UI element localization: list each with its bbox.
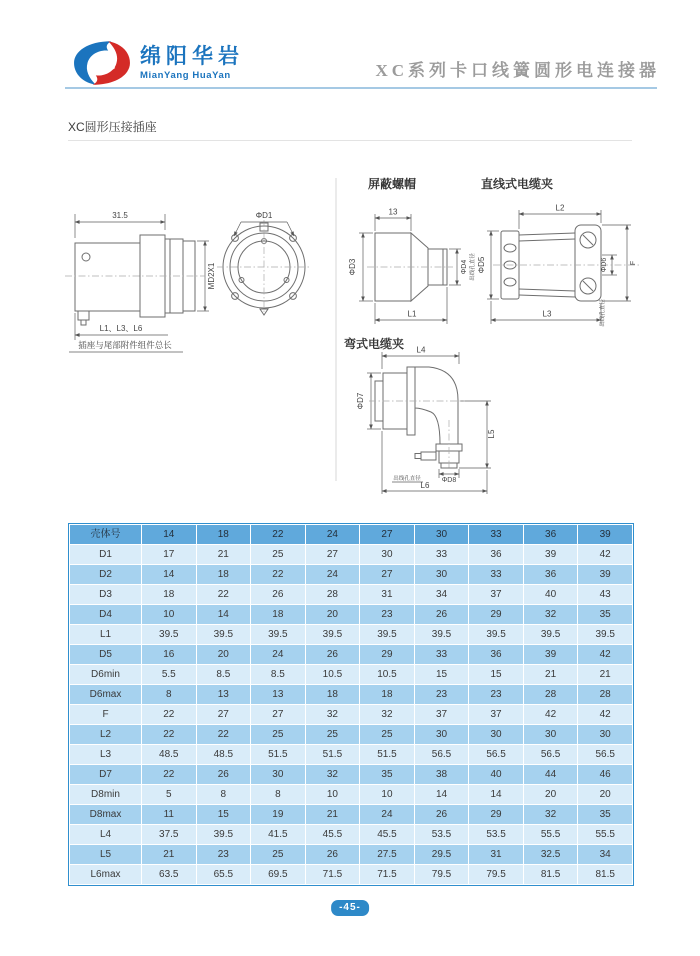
- header-divider: [65, 87, 657, 89]
- table-cell: 30: [578, 725, 633, 745]
- table-cell: 28: [578, 685, 633, 705]
- col-header: 33: [469, 525, 524, 545]
- table-cell: 10.5: [305, 665, 360, 685]
- table-cell: 38: [414, 765, 469, 785]
- table-cell: 20: [196, 645, 251, 665]
- bent-d8-dim: ΦD8: [441, 477, 457, 484]
- row-label: L2: [70, 725, 142, 745]
- nut-d3-dim: ΦD3: [348, 258, 357, 276]
- table-cell: 15: [196, 805, 251, 825]
- row-label: D6max: [70, 685, 142, 705]
- table-cell: 32: [523, 605, 578, 625]
- bent-clamp-title: 弯式电缆夹: [344, 337, 405, 351]
- table-cell: 48.5: [142, 745, 197, 765]
- table-cell: 35: [578, 605, 633, 625]
- table-cell: 42: [578, 705, 633, 725]
- table-cell: 31: [469, 845, 524, 865]
- bent-clamp-drawing: [356, 346, 496, 495]
- table-cell: 63.5: [142, 865, 197, 885]
- table-cell: 8: [196, 785, 251, 805]
- bent-outlet-note: 出线孔直径: [393, 476, 421, 482]
- table-cell: 25: [251, 725, 306, 745]
- table-cell: 24: [305, 565, 360, 585]
- table-cell: 20: [305, 605, 360, 625]
- table-cell: 8: [142, 685, 197, 705]
- table-cell: 21: [523, 665, 578, 685]
- table-cell: 39: [523, 645, 578, 665]
- table-cell: 39.5: [305, 625, 360, 645]
- table-row: [70, 685, 633, 705]
- table-cell: 28: [305, 585, 360, 605]
- table-cell: 34: [414, 585, 469, 605]
- table-cell: 26: [414, 805, 469, 825]
- table-cell: 33: [414, 645, 469, 665]
- row-label: L4: [70, 825, 142, 845]
- col-header: 22: [251, 525, 306, 545]
- table-row: [70, 865, 633, 885]
- table-cell: 39.5: [196, 825, 251, 845]
- table-cell: 15: [469, 665, 524, 685]
- table-cell: 27: [196, 705, 251, 725]
- logo-name-cn: 绵阳华岩: [140, 44, 244, 68]
- table-cell: 39.5: [578, 625, 633, 645]
- row-label: L1: [70, 625, 142, 645]
- table-cell: 10.5: [360, 665, 415, 685]
- row-label: D5: [70, 645, 142, 665]
- table-cell: 32: [360, 705, 415, 725]
- table-row: [70, 585, 633, 605]
- table-row: [70, 825, 633, 845]
- table-cell: 53.5: [469, 825, 524, 845]
- table-row: [70, 845, 633, 865]
- table-cell: 37: [469, 705, 524, 725]
- company-logo: [73, 40, 244, 86]
- table-cell: 10: [305, 785, 360, 805]
- table-cell: 22: [142, 765, 197, 785]
- table-cell: 14: [414, 785, 469, 805]
- col-header: 18: [196, 525, 251, 545]
- bent-d7-dim: ΦD7: [356, 392, 365, 410]
- section-title: XC圆形压接插座: [68, 120, 157, 134]
- table-cell: 51.5: [251, 745, 306, 765]
- table-cell: 26: [305, 645, 360, 665]
- table-cell: 36: [523, 565, 578, 585]
- plug-caption: 插座与尾部附件组件总长: [78, 340, 172, 350]
- shield-nut-drawing: [348, 208, 476, 325]
- header-row: [70, 525, 633, 545]
- row-label: D4: [70, 605, 142, 625]
- table-cell: 48.5: [196, 745, 251, 765]
- table-cell: 79.5: [414, 865, 469, 885]
- clamp-outlet-note: 出线孔直径: [600, 299, 606, 327]
- table-cell: 19: [251, 805, 306, 825]
- row-label: F: [70, 705, 142, 725]
- table-cell: 14: [142, 565, 197, 585]
- table-cell: 32.5: [523, 845, 578, 865]
- table-cell: 22: [196, 585, 251, 605]
- table-cell: 22: [142, 725, 197, 745]
- table-cell: 5.5: [142, 665, 197, 685]
- table-cell: 21: [196, 545, 251, 565]
- table-cell: 39.5: [142, 625, 197, 645]
- table-cell: 29: [469, 605, 524, 625]
- table-cell: 21: [305, 805, 360, 825]
- table-row: [70, 605, 633, 625]
- table-cell: 42: [578, 645, 633, 665]
- table-cell: 39.5: [251, 625, 306, 645]
- nut-outlet-note: 出线孔直径: [470, 253, 476, 281]
- col-header: 14: [142, 525, 197, 545]
- table-cell: 29: [469, 805, 524, 825]
- table-cell: 79.5: [469, 865, 524, 885]
- table-cell: 25: [305, 725, 360, 745]
- row-label: D3: [70, 585, 142, 605]
- table-row: [70, 745, 633, 765]
- table-cell: 40: [469, 765, 524, 785]
- shield-nut-title: 屏蔽螺帽: [368, 177, 417, 191]
- table-cell: 53.5: [414, 825, 469, 845]
- technical-drawings: [55, 168, 665, 498]
- table-cell: 18: [142, 585, 197, 605]
- col-header: 27: [360, 525, 415, 545]
- table-row: [70, 545, 633, 565]
- table-cell: 25: [360, 725, 415, 745]
- row-label: D6min: [70, 665, 142, 685]
- clamp-f-dim: F: [630, 260, 637, 266]
- table-row: [70, 705, 633, 725]
- row-label: D7: [70, 765, 142, 785]
- plug-front-view-drawing: [217, 211, 311, 315]
- clamp-l3-dim: L3: [542, 309, 552, 319]
- spec-table-body: [70, 545, 633, 885]
- logo-swirl-icon: [73, 40, 131, 86]
- table-cell: 15: [414, 665, 469, 685]
- table-cell: 37: [414, 705, 469, 725]
- col-header-shell-size: 壳体号: [70, 525, 142, 545]
- table-row: [70, 765, 633, 785]
- bent-l4-dim: L4: [416, 345, 426, 355]
- table-cell: 32: [523, 805, 578, 825]
- spec-table: [69, 524, 633, 885]
- table-cell: 21: [142, 845, 197, 865]
- table-cell: 55.5: [578, 825, 633, 845]
- table-cell: 30: [469, 725, 524, 745]
- table-cell: 71.5: [305, 865, 360, 885]
- table-cell: 27.5: [360, 845, 415, 865]
- table-cell: 18: [251, 605, 306, 625]
- nut-d4-dim: ΦD4: [461, 259, 468, 275]
- table-cell: 13: [251, 685, 306, 705]
- table-cell: 27: [251, 705, 306, 725]
- table-cell: 31: [360, 585, 415, 605]
- table-row: [70, 725, 633, 745]
- table-cell: 42: [523, 705, 578, 725]
- table-cell: 81.5: [523, 865, 578, 885]
- bent-l6-dim: L6: [420, 481, 430, 490]
- row-label: L6max: [70, 865, 142, 885]
- row-label: D8min: [70, 785, 142, 805]
- table-cell: 30: [414, 565, 469, 585]
- table-cell: 56.5: [469, 745, 524, 765]
- plug-length-dim: 31.5: [112, 211, 128, 220]
- table-cell: 40: [523, 585, 578, 605]
- table-cell: 29.5: [414, 845, 469, 865]
- logo-name-en: MianYang HuaYan: [140, 70, 231, 82]
- logo-text: [140, 45, 244, 81]
- table-cell: 21: [578, 665, 633, 685]
- table-cell: 20: [578, 785, 633, 805]
- table-row: [70, 625, 633, 645]
- table-row: [70, 805, 633, 825]
- table-cell: 71.5: [360, 865, 415, 885]
- table-cell: 20: [523, 785, 578, 805]
- table-cell: 18: [305, 685, 360, 705]
- table-cell: 22: [196, 725, 251, 745]
- table-cell: 69.5: [251, 865, 306, 885]
- table-cell: 5: [142, 785, 197, 805]
- table-row: [70, 645, 633, 665]
- table-cell: 51.5: [360, 745, 415, 765]
- table-cell: 17: [142, 545, 197, 565]
- spec-table-head: [70, 525, 633, 545]
- table-cell: 27: [360, 565, 415, 585]
- table-cell: 39.5: [414, 625, 469, 645]
- table-cell: 30: [523, 725, 578, 745]
- bent-l5-dim: L5: [487, 429, 496, 439]
- col-header: 30: [414, 525, 469, 545]
- nut-width-dim: 13: [388, 207, 398, 217]
- table-cell: 56.5: [523, 745, 578, 765]
- table-cell: 65.5: [196, 865, 251, 885]
- clamp-d6-dim: ΦD6: [601, 257, 608, 273]
- table-cell: 55.5: [523, 825, 578, 845]
- table-cell: 23: [360, 605, 415, 625]
- table-cell: 32: [305, 705, 360, 725]
- table-cell: 45.5: [305, 825, 360, 845]
- document-title: XC系列卡口线簧圆形电连接器: [375, 61, 660, 80]
- table-cell: 51.5: [305, 745, 360, 765]
- table-cell: 39.5: [360, 625, 415, 645]
- table-cell: 8.5: [251, 665, 306, 685]
- spec-table-frame: [68, 523, 634, 886]
- table-cell: 33: [414, 545, 469, 565]
- table-cell: 24: [360, 805, 415, 825]
- plug-side-view-drawing: [65, 211, 216, 352]
- table-cell: 36: [469, 645, 524, 665]
- table-cell: 34: [578, 845, 633, 865]
- table-cell: 39: [523, 545, 578, 565]
- table-cell: 42: [578, 545, 633, 565]
- col-header: 36: [523, 525, 578, 545]
- page-number: -45-: [331, 900, 369, 916]
- row-label: L3: [70, 745, 142, 765]
- table-cell: 37.5: [142, 825, 197, 845]
- section-divider: [68, 140, 632, 141]
- table-cell: 41.5: [251, 825, 306, 845]
- table-cell: 26: [305, 845, 360, 865]
- row-label: D1: [70, 545, 142, 565]
- table-cell: 39: [578, 565, 633, 585]
- table-cell: 14: [469, 785, 524, 805]
- table-cell: 8: [251, 785, 306, 805]
- table-cell: 26: [414, 605, 469, 625]
- table-cell: 28: [523, 685, 578, 705]
- table-cell: 46: [578, 765, 633, 785]
- table-cell: 26: [251, 585, 306, 605]
- table-cell: 10: [142, 605, 197, 625]
- table-row: [70, 565, 633, 585]
- plug-thread-dim: MD2X1: [207, 262, 216, 290]
- table-cell: 18: [196, 565, 251, 585]
- table-cell: 22: [142, 705, 197, 725]
- table-cell: 22: [251, 565, 306, 585]
- table-cell: 35: [360, 765, 415, 785]
- table-cell: 25: [251, 845, 306, 865]
- table-cell: 35: [578, 805, 633, 825]
- table-row: [70, 785, 633, 805]
- straight-clamp-drawing: [477, 204, 640, 327]
- table-row: [70, 665, 633, 685]
- table-cell: 43: [578, 585, 633, 605]
- table-cell: 30: [251, 765, 306, 785]
- table-cell: 26: [196, 765, 251, 785]
- table-cell: 23: [414, 685, 469, 705]
- table-cell: 44: [523, 765, 578, 785]
- table-cell: 36: [469, 545, 524, 565]
- table-cell: 81.5: [578, 865, 633, 885]
- nut-l1-dim: L1: [407, 309, 417, 319]
- table-cell: 23: [196, 845, 251, 865]
- table-cell: 39.5: [523, 625, 578, 645]
- table-cell: 13: [196, 685, 251, 705]
- col-header: 24: [305, 525, 360, 545]
- table-cell: 39.5: [469, 625, 524, 645]
- table-cell: 37: [469, 585, 524, 605]
- table-cell: 14: [196, 605, 251, 625]
- row-label: D2: [70, 565, 142, 585]
- table-cell: 16: [142, 645, 197, 665]
- plug-tail-dim: L1、L3、L6: [99, 324, 143, 333]
- plug-d1-dim: ΦD1: [255, 211, 273, 220]
- table-cell: 45.5: [360, 825, 415, 845]
- table-cell: 56.5: [578, 745, 633, 765]
- table-cell: 8.5: [196, 665, 251, 685]
- row-label: L5: [70, 845, 142, 865]
- straight-clamp-title: 直线式电缆夹: [481, 177, 554, 191]
- table-cell: 25: [251, 545, 306, 565]
- row-label: D8max: [70, 805, 142, 825]
- table-cell: 24: [251, 645, 306, 665]
- table-cell: 39.5: [196, 625, 251, 645]
- table-cell: 23: [469, 685, 524, 705]
- table-cell: 32: [305, 765, 360, 785]
- table-cell: 30: [360, 545, 415, 565]
- table-cell: 10: [360, 785, 415, 805]
- table-cell: 11: [142, 805, 197, 825]
- table-cell: 30: [414, 725, 469, 745]
- clamp-d5-dim: ΦD5: [477, 256, 486, 274]
- table-cell: 27: [305, 545, 360, 565]
- table-cell: 33: [469, 565, 524, 585]
- clamp-l2-dim: L2: [555, 203, 565, 213]
- table-cell: 29: [360, 645, 415, 665]
- table-cell: 56.5: [414, 745, 469, 765]
- table-cell: 18: [360, 685, 415, 705]
- col-header: 39: [578, 525, 633, 545]
